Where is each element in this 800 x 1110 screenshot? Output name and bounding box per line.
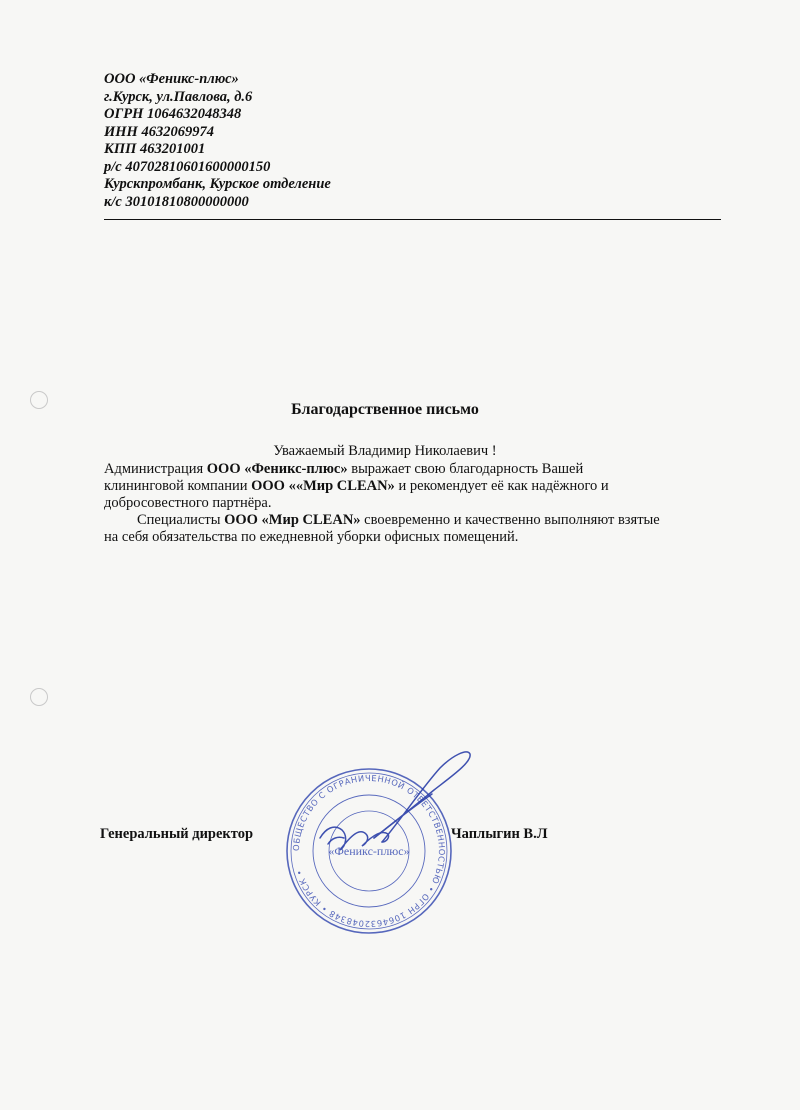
company-ogrn: ОГРН 1064632048348 [104, 106, 242, 122]
body-text-span: и рекомендует её как надёжного и [394, 478, 609, 494]
punch-hole-mark [30, 688, 48, 706]
signatory-name: Чаплыгин В.Л [451, 826, 548, 842]
company-bank: Курскпромбанк, Курское отделение [104, 176, 331, 192]
body-text-span: выражает свою благодарность Вашей [347, 461, 584, 477]
svg-text:«Феникс-плюс»: «Феникс-плюс» [328, 844, 410, 858]
svg-text:ОБЩЕСТВО С ОГРАНИЧЕННОЙ ОТВЕТС: ОБЩЕСТВО С ОГРАНИЧЕННОЙ ОТВЕТСТВЕННОСТЬЮ • ОГРН 1064632048348 • КУРСК • [290, 772, 448, 930]
header-divider [104, 219, 721, 220]
company-name: ООО «Феникс-плюс» [104, 71, 239, 87]
body-line [104, 461, 724, 478]
signatory-position: Генеральный директор [100, 826, 254, 842]
body-text-span: клининговой компании [104, 478, 252, 494]
letter-greeting: Уважаемый Владимир Николаевич ! [273, 443, 497, 459]
company-inn: ИНН 4632069974 [104, 123, 214, 140]
company-address: г.Курск, ул.Павлова, д.6 [104, 88, 253, 105]
company-requisites [104, 71, 724, 211]
company-account: р/с 40702810601600000150 [104, 158, 271, 175]
body-line: на себя обязательства по ежедневной уборки офисных помещений. [104, 529, 519, 545]
letter-title: Благодарственное письмо [291, 401, 479, 418]
recipient-company-bold: ООО «Мир CLEAN» [224, 512, 361, 528]
body-line: добросовестного партнёра. [104, 495, 272, 511]
recipient-company-bold: ООО ««Мир CLEAN» [251, 478, 395, 494]
company-name-bold: ООО «Феникс-плюс» [206, 461, 348, 477]
body-line [104, 478, 724, 495]
company-corr-account: к/с 30101810800000000 [104, 193, 249, 210]
body-text-span: Администрация [104, 461, 207, 477]
company-stamp-and-signature [262, 738, 477, 948]
body-text-span: своевременно и качественно выполняют взятые [360, 512, 660, 528]
body-line [104, 512, 724, 529]
letter-body [104, 461, 724, 546]
company-kpp: КПП 463201001 [104, 141, 206, 157]
body-text-span: Специалисты [137, 512, 225, 528]
